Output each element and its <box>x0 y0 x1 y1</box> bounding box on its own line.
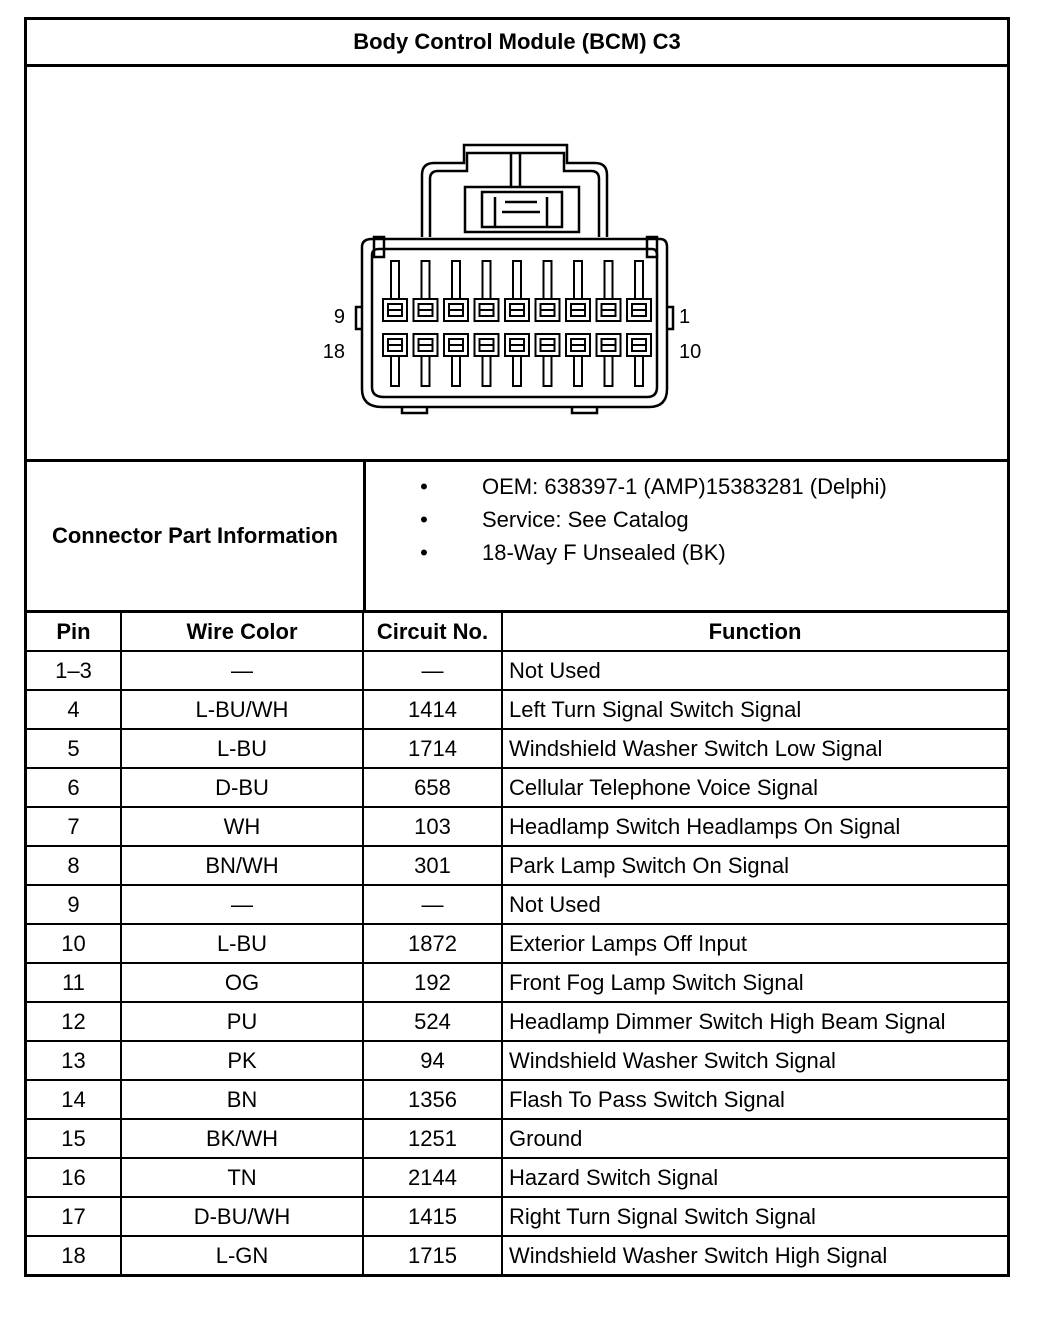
cell-circuit: 1714 <box>363 729 502 768</box>
terminal-strip <box>391 356 399 386</box>
cell-function: Windshield Washer Switch High Signal <box>502 1236 1007 1274</box>
cell-pin: 5 <box>27 729 121 768</box>
cell-pin: 16 <box>27 1158 121 1197</box>
cell-function: Park Lamp Switch On Signal <box>502 846 1007 885</box>
cell-wire-color: BN <box>121 1080 363 1119</box>
cell-wire-color: TN <box>121 1158 363 1197</box>
cell-circuit: 658 <box>363 768 502 807</box>
cell-wire-color: L-BU <box>121 924 363 963</box>
cell-function: Flash To Pass Switch Signal <box>502 1080 1007 1119</box>
terminal-strip <box>605 356 613 386</box>
terminal-strip <box>483 356 491 386</box>
page-title: Body Control Module (BCM) C3 <box>27 20 1007 67</box>
header-pin: Pin <box>27 613 121 651</box>
cell-function: Windshield Washer Switch Low Signal <box>502 729 1007 768</box>
table-row <box>27 1236 1007 1274</box>
cell-circuit: — <box>363 651 502 690</box>
terminal-strip <box>483 261 491 299</box>
pinout-table <box>27 613 1007 1274</box>
connector-part-info <box>27 462 1007 613</box>
table-header-row <box>27 613 1007 651</box>
cell-function: Windshield Washer Switch Signal <box>502 1041 1007 1080</box>
cell-function: Right Turn Signal Switch Signal <box>502 1197 1007 1236</box>
pinout-sheet <box>24 17 1010 1277</box>
table-row <box>27 729 1007 768</box>
cell-wire-color: L-GN <box>121 1236 363 1274</box>
header-circuit: Circuit No. <box>363 613 502 651</box>
connector-illustration <box>27 67 1007 459</box>
cell-function: Headlamp Switch Headlamps On Signal <box>502 807 1007 846</box>
pin-label-18: 18 <box>322 341 345 363</box>
terminal-strip <box>635 261 643 299</box>
cell-function: Cellular Telephone Voice Signal <box>502 768 1007 807</box>
part-info-item <box>366 503 1007 536</box>
cell-circuit: 2144 <box>363 1158 502 1197</box>
cell-circuit: — <box>363 885 502 924</box>
cell-wire-color: PU <box>121 1002 363 1041</box>
cell-pin: 8 <box>27 846 121 885</box>
cell-pin: 17 <box>27 1197 121 1236</box>
cell-circuit: 1872 <box>363 924 502 963</box>
part-info-item <box>366 470 1007 503</box>
terminal-strip <box>513 261 521 299</box>
terminal-strip <box>452 261 460 299</box>
bullet-icon: • <box>420 473 428 499</box>
cell-circuit: 103 <box>363 807 502 846</box>
cell-wire-color: — <box>121 885 363 924</box>
cell-pin: 1–3 <box>27 651 121 690</box>
table-row <box>27 1158 1007 1197</box>
terminal-strip <box>513 356 521 386</box>
part-info-list <box>366 462 1007 610</box>
terminal-strip <box>574 356 582 386</box>
cell-pin: 11 <box>27 963 121 1002</box>
cell-wire-color: BN/WH <box>121 846 363 885</box>
table-row <box>27 1080 1007 1119</box>
cell-pin: 9 <box>27 885 121 924</box>
pin-label-9: 9 <box>333 306 345 328</box>
table-row <box>27 1041 1007 1080</box>
part-info-oem: OEM: 638397-1 (AMP)15383281 (Delphi) <box>482 473 887 499</box>
cell-wire-color: L-BU <box>121 729 363 768</box>
table-row <box>27 1197 1007 1236</box>
connector-figure <box>27 67 1007 462</box>
part-info-item <box>366 536 1007 569</box>
cell-wire-color: PK <box>121 1041 363 1080</box>
part-info-type: 18-Way F Unsealed (BK) <box>482 539 726 565</box>
terminal-strip <box>422 261 430 299</box>
cell-pin: 12 <box>27 1002 121 1041</box>
table-row <box>27 963 1007 1002</box>
cell-circuit: 1415 <box>363 1197 502 1236</box>
cell-circuit: 301 <box>363 846 502 885</box>
cell-wire-color: L-BU/WH <box>121 690 363 729</box>
cell-wire-color: OG <box>121 963 363 1002</box>
cell-pin: 7 <box>27 807 121 846</box>
cell-wire-color: BK/WH <box>121 1119 363 1158</box>
cell-function: Left Turn Signal Switch Signal <box>502 690 1007 729</box>
cell-pin: 15 <box>27 1119 121 1158</box>
cell-function: Exterior Lamps Off Input <box>502 924 1007 963</box>
table-row <box>27 1119 1007 1158</box>
part-info-label: Connector Part Information <box>27 462 366 610</box>
cell-function: Not Used <box>502 651 1007 690</box>
header-function: Function <box>502 613 1007 651</box>
terminal-strip <box>605 261 613 299</box>
cell-pin: 13 <box>27 1041 121 1080</box>
terminal-strip <box>574 261 582 299</box>
bullet-icon: • <box>420 539 428 565</box>
cell-function: Front Fog Lamp Switch Signal <box>502 963 1007 1002</box>
terminal-strip <box>452 356 460 386</box>
table-row <box>27 1002 1007 1041</box>
table-row <box>27 768 1007 807</box>
cell-circuit: 524 <box>363 1002 502 1041</box>
table-row <box>27 885 1007 924</box>
cell-circuit: 94 <box>363 1041 502 1080</box>
cell-function: Hazard Switch Signal <box>502 1158 1007 1197</box>
cell-pin: 10 <box>27 924 121 963</box>
table-row <box>27 807 1007 846</box>
cell-function: Not Used <box>502 885 1007 924</box>
pin-label-10: 10 <box>679 341 702 363</box>
terminal-strip <box>422 356 430 386</box>
terminal-strip <box>635 356 643 386</box>
terminal-strip <box>544 261 552 299</box>
cell-circuit: 1414 <box>363 690 502 729</box>
cell-wire-color: — <box>121 651 363 690</box>
terminal-strip <box>544 356 552 386</box>
bullet-icon: • <box>420 506 428 532</box>
cell-circuit: 1356 <box>363 1080 502 1119</box>
pin-label-1: 1 <box>679 306 691 328</box>
cell-function: Ground <box>502 1119 1007 1158</box>
table-row <box>27 846 1007 885</box>
header-wire-color: Wire Color <box>121 613 363 651</box>
cell-circuit: 192 <box>363 963 502 1002</box>
cell-wire-color: D-BU/WH <box>121 1197 363 1236</box>
cell-pin: 4 <box>27 690 121 729</box>
cell-wire-color: WH <box>121 807 363 846</box>
table-row <box>27 651 1007 690</box>
cell-circuit: 1251 <box>363 1119 502 1158</box>
cell-wire-color: D-BU <box>121 768 363 807</box>
cell-pin: 14 <box>27 1080 121 1119</box>
cell-pin: 6 <box>27 768 121 807</box>
cell-circuit: 1715 <box>363 1236 502 1274</box>
table-row <box>27 924 1007 963</box>
table-row <box>27 690 1007 729</box>
terminal-strip <box>391 261 399 299</box>
part-info-service: Service: See Catalog <box>482 506 689 532</box>
cell-pin: 18 <box>27 1236 121 1274</box>
cell-function: Headlamp Dimmer Switch High Beam Signal <box>502 1002 1007 1041</box>
